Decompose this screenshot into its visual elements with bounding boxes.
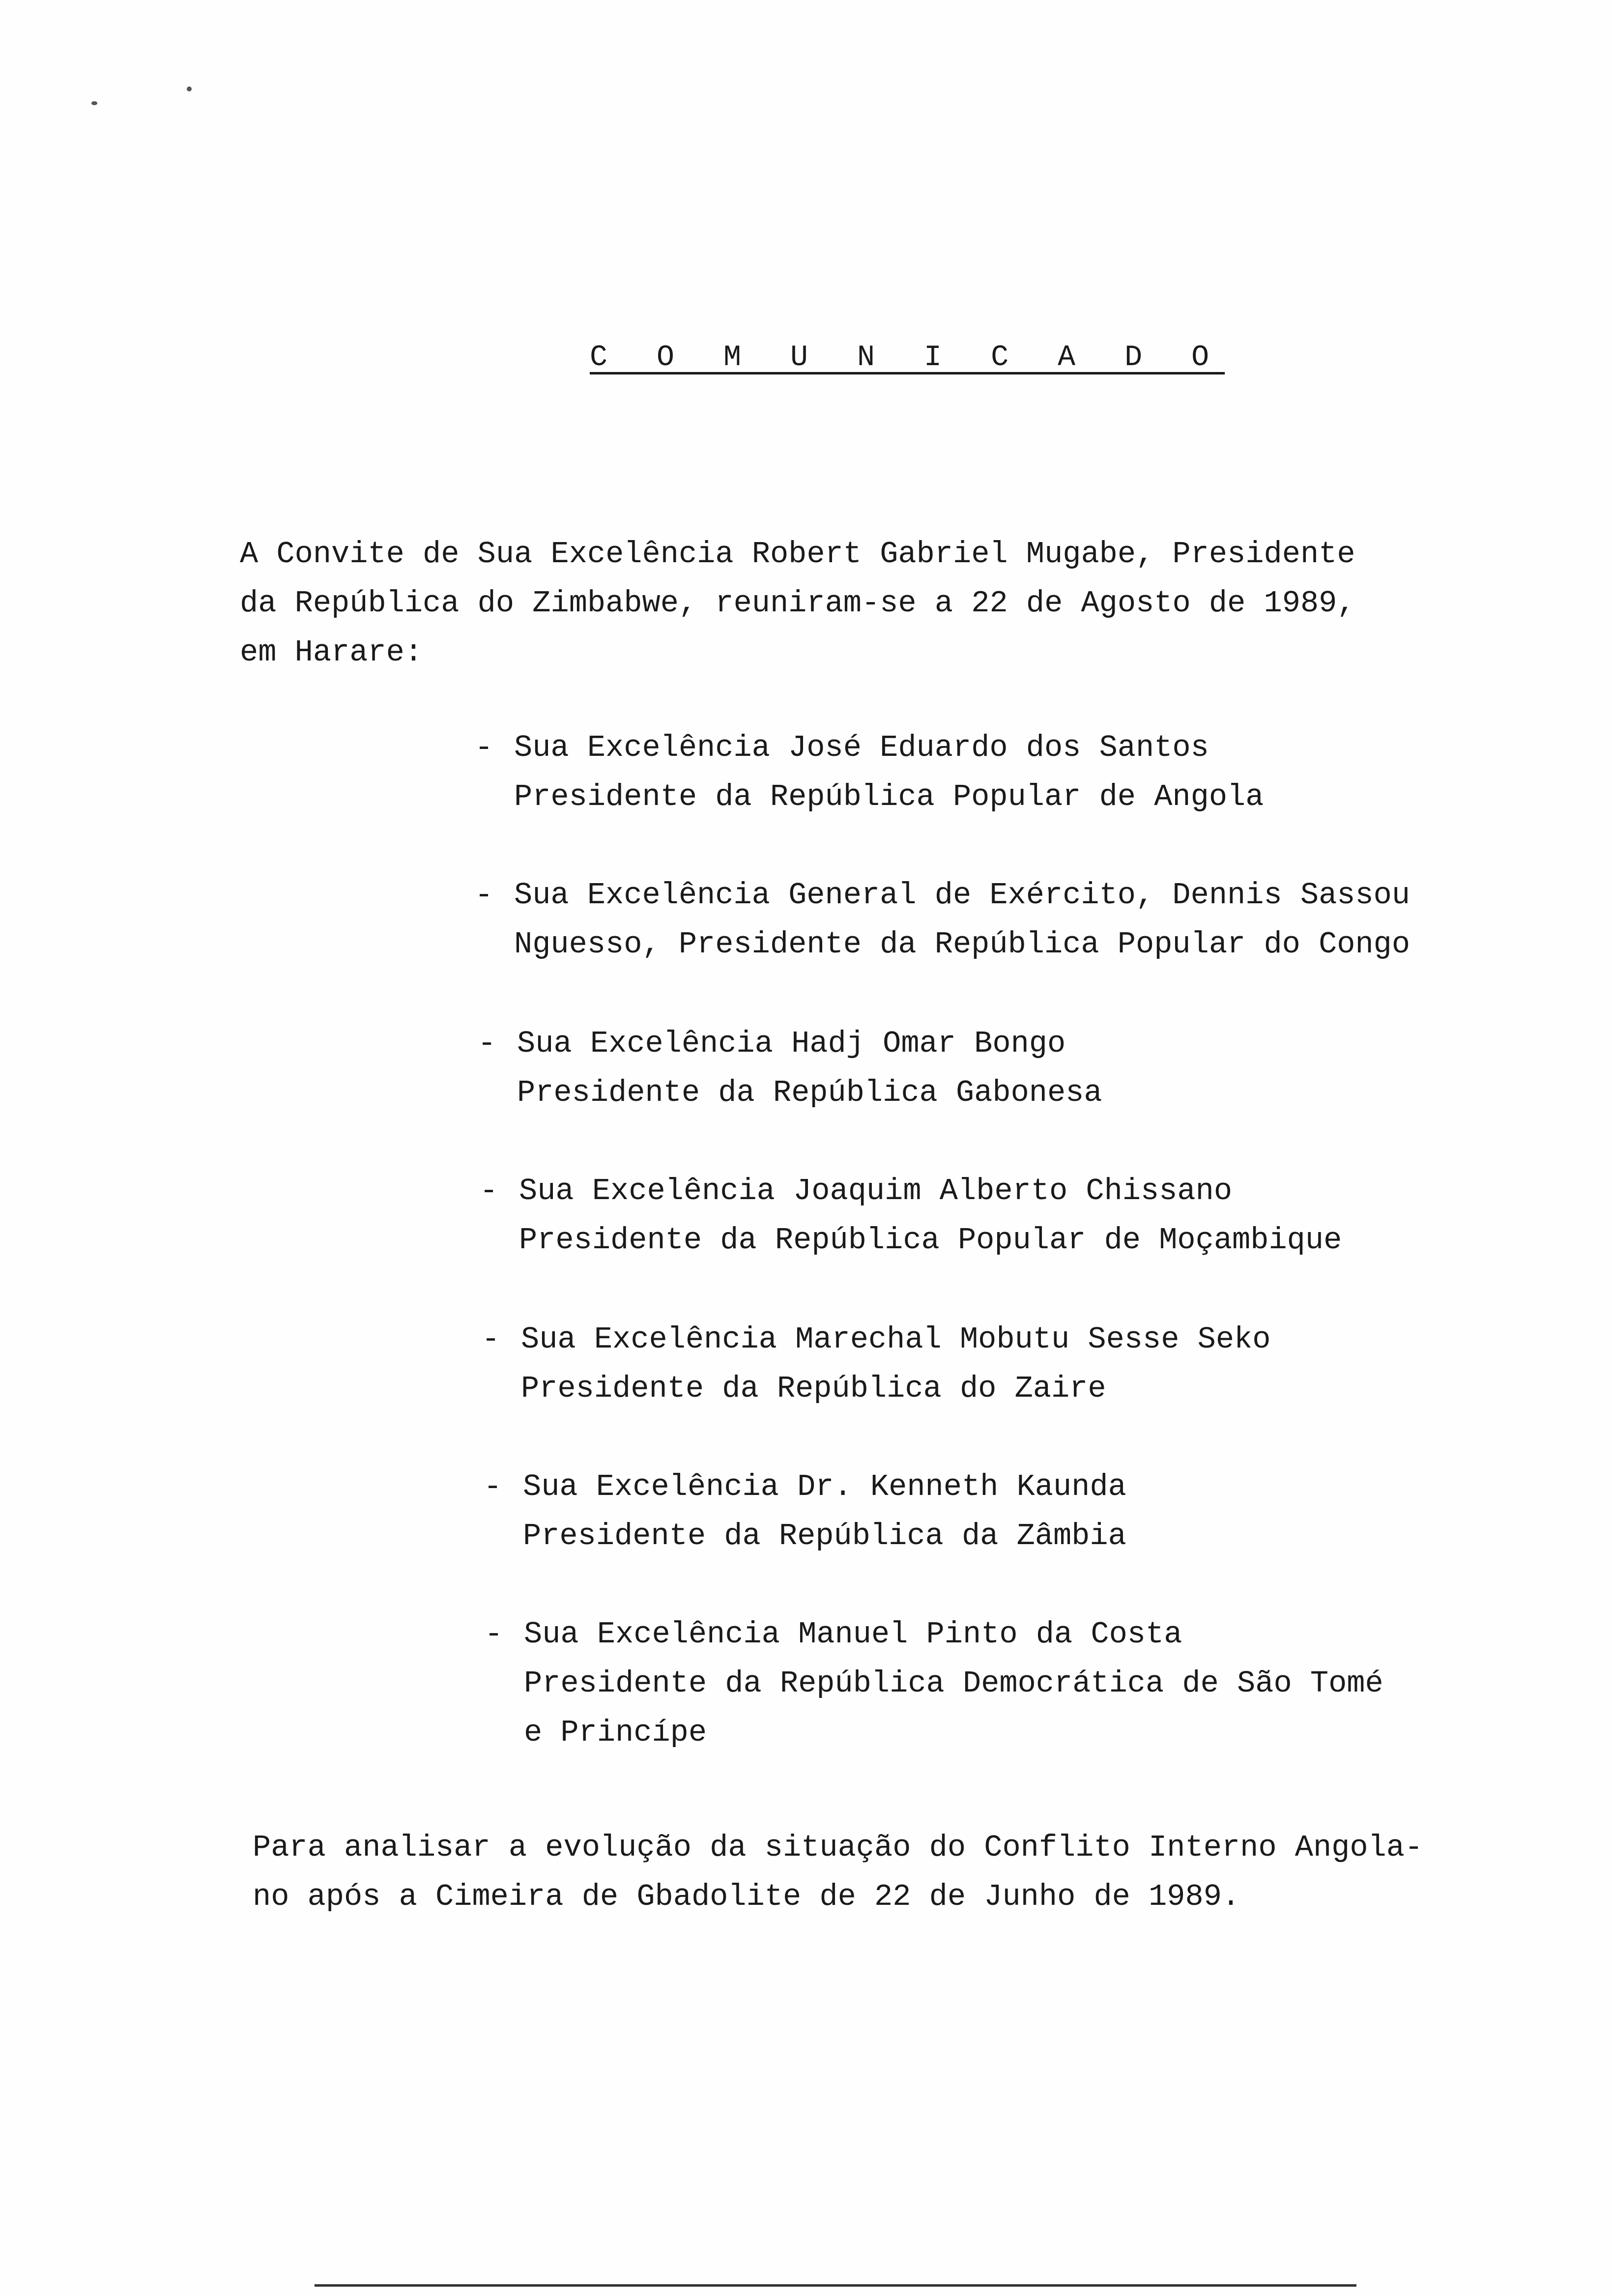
attendee-line: Sua Excelência General de Exército, Dennis Sassou <box>514 878 1410 913</box>
attendee-line: Sua Excelência Joaquim Alberto Chissano <box>519 1174 1233 1208</box>
list-dash: - <box>478 1026 496 1061</box>
attendee-line: Sua Excelência Marechal Mobutu Sesse Seko <box>521 1322 1271 1357</box>
list-dash: - <box>484 1469 502 1504</box>
attendee-line: Presidente da República Gabonesa <box>517 1075 1102 1110</box>
attendee-line: Presidente da República do Zaire <box>521 1371 1106 1406</box>
scan-speck <box>187 86 192 91</box>
list-dash: - <box>482 1322 500 1357</box>
intro-line: em Harare: <box>240 635 423 670</box>
list-dash: - <box>475 730 493 765</box>
attendee-line: Sua Excelência Hadj Omar Bongo <box>517 1026 1066 1061</box>
intro-line: A Convite de Sua Excelência Robert Gabriel Mugabe, Presidente <box>240 537 1355 572</box>
closing-line: no após a Cimeira de Gbadolite de 22 de Junho de 1989. <box>253 1879 1240 1914</box>
intro-line: da República do Zimbabwe, reuniram-se a 22 de Agosto de 1989, <box>240 586 1355 621</box>
attendee-line: Nguesso, Presidente da República Popular do Congo <box>514 927 1410 962</box>
attendee-line: Sua Excelência Manuel Pinto da Costa <box>524 1617 1182 1652</box>
attendee-line: e Princípe <box>524 1715 707 1750</box>
scan-speck <box>91 101 97 105</box>
attendee-line: Presidente da República Popular de Moçambique <box>519 1223 1342 1258</box>
attendee-line: Presidente da República Popular de Angola <box>514 779 1264 814</box>
attendee-line: Presidente da República Democrática de São Tomé <box>524 1666 1383 1701</box>
list-dash: - <box>475 878 493 913</box>
list-dash: - <box>485 1617 503 1652</box>
page-bottom-rule <box>315 2284 1356 2287</box>
attendee-line: Presidente da República da Zâmbia <box>523 1519 1126 1553</box>
list-dash: - <box>480 1174 498 1208</box>
intro-paragraph <box>240 530 1355 677</box>
closing-line: Para analisar a evolução da situação do Conflito Interno Angola- <box>253 1830 1423 1865</box>
attendee-line: Sua Excelência José Eduardo dos Santos <box>514 730 1209 765</box>
document-title: C O M U N I C A D O <box>590 341 1225 374</box>
closing-paragraph <box>253 1823 1423 1922</box>
attendee-line: Sua Excelência Dr. Kenneth Kaunda <box>523 1469 1126 1504</box>
